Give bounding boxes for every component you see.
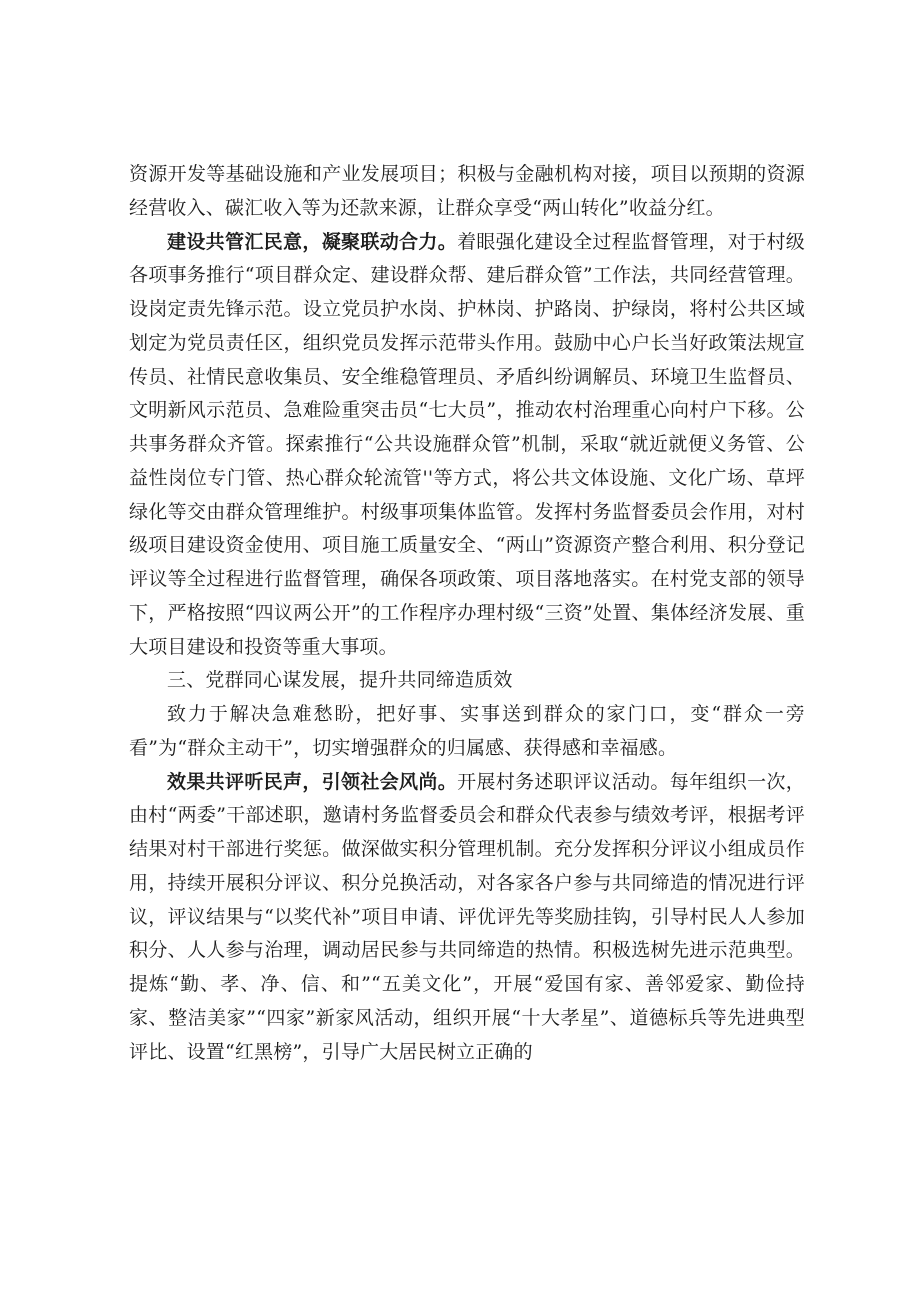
paragraph-co-management xyxy=(129,226,805,665)
document-body xyxy=(129,158,805,1069)
paragraph-text: 资源开发等基础设施和产业发展项目；积极与金融机构对接，项目以预期的资源经营收入、碳汇收入等为还款来源，让群众享受“两山转化”收益分红。 xyxy=(129,163,805,219)
paragraph-continuation xyxy=(129,158,805,226)
paragraph-text: 致力于解决急难愁盼，把好事、实事送到群众的家门口，变“群众一旁看”为“群众主动干”，切实增强群众的归属感、获得感和幸福感。 xyxy=(129,703,805,759)
paragraph-text: 开展村务述职评议活动。每年组织一次，由村“两委”干部述职，邀请村务监督委员会和群众代表参与绩效考评，根据考评结果对村干部进行奖惩。做深做实积分管理机制。充分发挥积分评议小组成员作用，持续开展积分评议、积分兑换活动，对各家各户参与共同缔造的情况进行评议，评议结果与“以奖代补”项目申请、评优评先等奖励挂钩，引导村民人人参加积分、人人参与治理，调动居民参与共同缔造的热情。积极选树先进示范典型。提炼“勤、孝、净、信、和”“五美文化”，开展“爱国有家、善邻爱家、勤俭持家、整洁美家”“四家”新家风活动，组织开展“十大孝星”、道德标兵等先进典型评比、设置“红黑榜”，引导广大居民树立正确的 xyxy=(129,770,805,1063)
section-heading xyxy=(129,664,805,698)
paragraph-text: 着眼强化建设全过程监督管理，对于村级各项事务推行“项目群众定、建设群众帮、建后群众管”工作法，共同经营管理。设岗定责先锋示范。设立党员护水岗、护林岗、护路岗、护绿岗，将村公共区域划定为党员责任区，组织党员发挥示范带头作用。鼓励中心户长当好政策法规宣传员、社情民意收集员、安全维稳管理员、矛盾纠纷调解员、环境卫生监督员、文明新风示范员、急难险重突击员“七大员”，推动农村治理重心向村户下移。公共事务群众齐管。探索推行“公共设施群众管”机制，采取“就近就便义务管、公益性岗位专门管、热心群众轮流管''等方式，将公共文体设施、文化广场、草坪绿化等交由群众管理维护。村级事项集体监管。发挥村务监督委员会作用，对村级项目建设资金使用、项目施工质量安全、“两山”资源资产整合利用、积分登记评议等全过程进行监督管理，确保各项政策、项目落地落实。在村党支部的领导下，严格按照“四议两公开”的工作程序办理村级“三资”处置、集体经济发展、重大项目建设和投资等重大事项。 xyxy=(129,230,805,658)
paragraph-lead: 建设共管汇民意，凝聚联动合力。 xyxy=(167,230,458,253)
paragraph-lead: 效果共评听民声，引领社会风尚。 xyxy=(167,770,458,793)
paragraph-intro xyxy=(129,698,805,766)
section-heading-text: 三、党群同心谋发展，提升共同缔造质效 xyxy=(167,669,513,692)
paragraph-evaluation xyxy=(129,766,805,1070)
